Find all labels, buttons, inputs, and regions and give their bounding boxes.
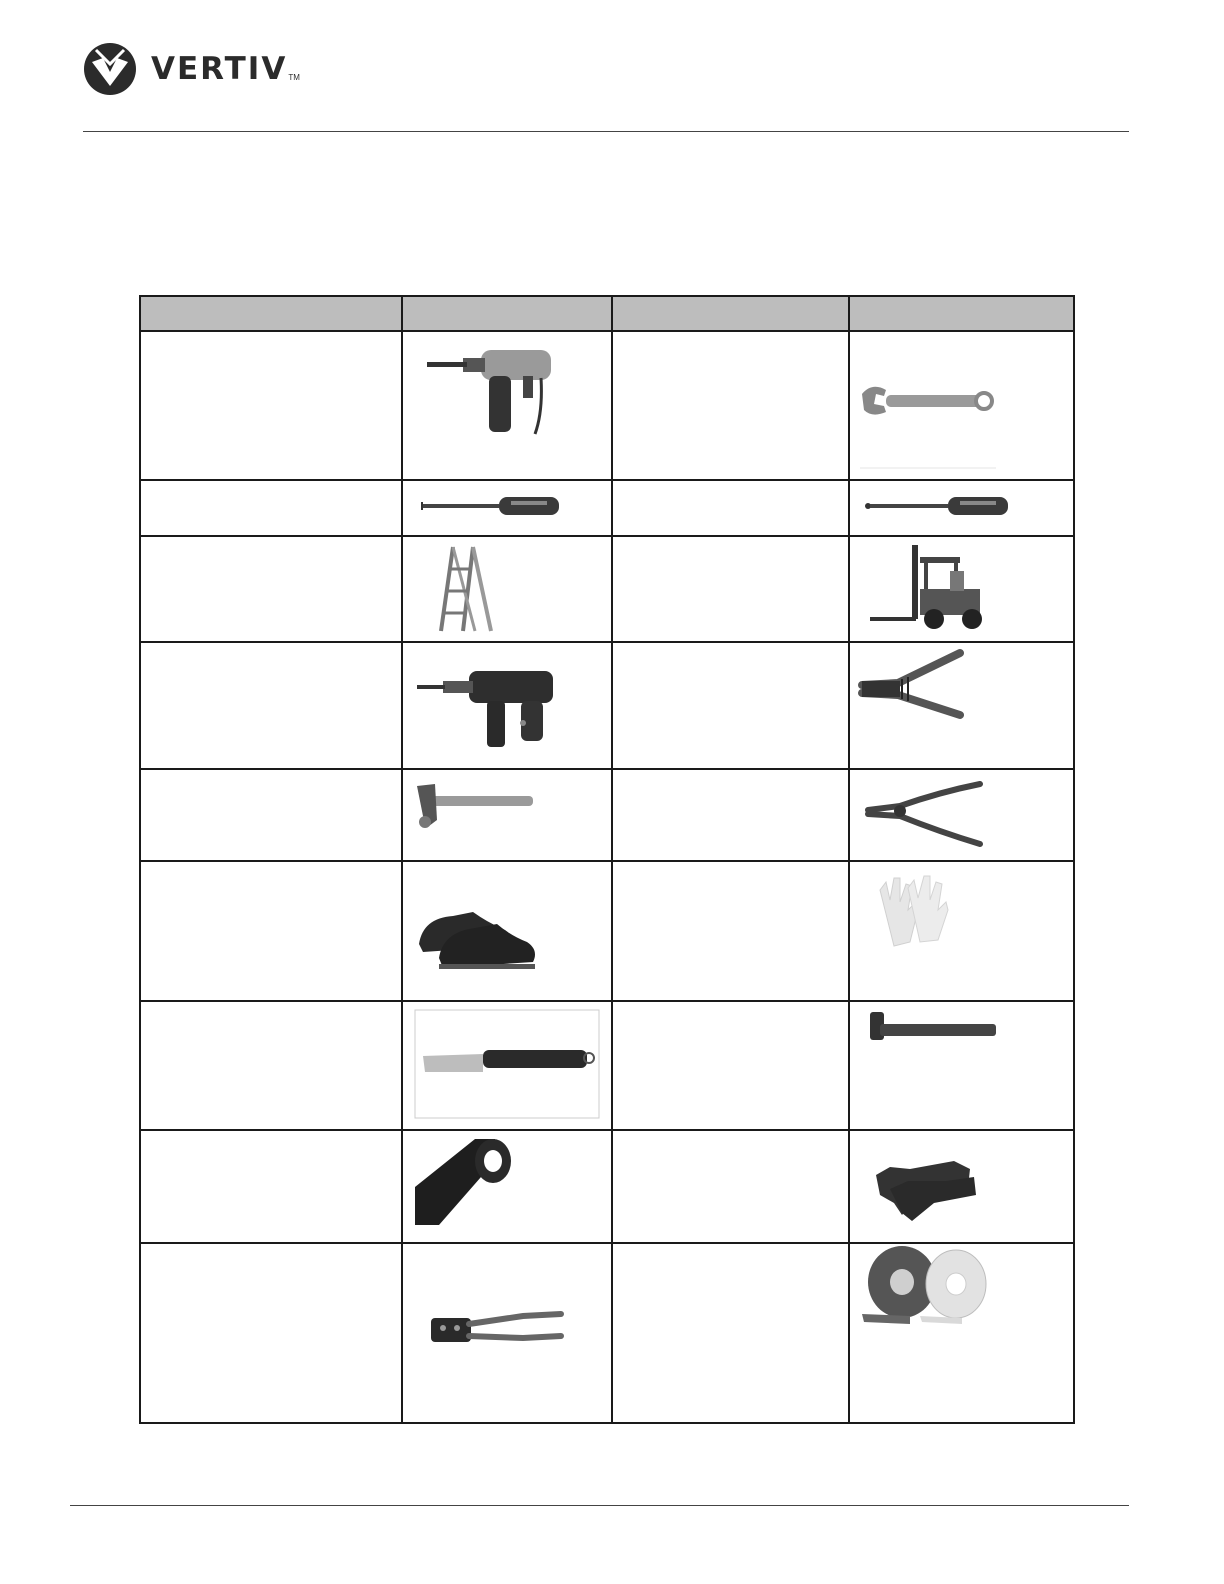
tool-image-cell [849, 1130, 1074, 1243]
tool-name-cell [140, 1001, 402, 1130]
tool-image-cell [402, 769, 612, 861]
table-row [140, 1001, 1074, 1130]
cotton-gloves-icon [850, 862, 1071, 995]
tool-name-cell [612, 536, 849, 642]
tool-image-cell [402, 1243, 612, 1423]
vertiv-logo [83, 42, 300, 96]
crimping-tool-icon [403, 1244, 609, 1417]
tool-name-cell [140, 1243, 402, 1423]
tool-image-cell [849, 331, 1074, 480]
tool-name-cell [140, 1130, 402, 1243]
table-row [140, 1243, 1074, 1423]
table-row [140, 769, 1074, 861]
table-row [140, 642, 1074, 769]
footer-divider [70, 1505, 1129, 1506]
phillips-screwdriver-icon [850, 481, 1071, 530]
flat-screwdriver-icon [403, 481, 609, 530]
tool-name-cell [612, 480, 849, 536]
tool-image-cell [402, 1130, 612, 1243]
tool-image-cell [402, 331, 612, 480]
tool-name-cell [140, 861, 402, 1001]
table-row [140, 331, 1074, 480]
tool-image-cell [849, 769, 1074, 861]
tool-image-cell [849, 480, 1074, 536]
table-row [140, 1130, 1074, 1243]
diagonal-pliers-icon [850, 770, 1071, 855]
heat-shrink-tape-icon [850, 1244, 1071, 1417]
hammer-drill-icon [403, 643, 609, 763]
claw-hammer-icon [403, 770, 609, 855]
header-divider [83, 131, 1129, 132]
header-cell [140, 296, 402, 331]
tool-name-cell [612, 861, 849, 1001]
safety-shoes-icon [403, 862, 609, 995]
tool-name-cell [140, 331, 402, 480]
cable-tie-icon [850, 1002, 1071, 1124]
tool-name-cell [612, 331, 849, 480]
tool-name-cell [140, 480, 402, 536]
table-row [140, 861, 1074, 1001]
tools-table [139, 295, 1075, 1424]
tool-image-cell [849, 1001, 1074, 1130]
electrician-knife-icon [403, 1002, 609, 1124]
tool-image-cell [849, 861, 1074, 1001]
brand-name: VERTIV [151, 51, 288, 87]
table-row [140, 480, 1074, 536]
header-cell [849, 296, 1074, 331]
insulating-tape-icon [403, 1131, 609, 1237]
forklift-icon [850, 537, 1071, 636]
tool-image-cell [402, 480, 612, 536]
tool-image-cell [402, 861, 612, 1001]
table-row [140, 536, 1074, 642]
tool-name-cell [612, 1001, 849, 1130]
header-cell [612, 296, 849, 331]
wire-stripper-icon [850, 643, 1071, 763]
adjustable-wrench-icon [850, 332, 1071, 474]
brand-trademark: TM [288, 73, 300, 82]
tool-image-cell [402, 642, 612, 769]
tool-image-cell [849, 642, 1074, 769]
electric-drill-icon [403, 332, 609, 474]
insulating-gloves-icon [850, 1131, 1071, 1237]
tool-name-cell [612, 1243, 849, 1423]
header-cell [402, 296, 612, 331]
table-header-row [140, 296, 1074, 331]
tool-image-cell [402, 536, 612, 642]
tool-image-cell [849, 1243, 1074, 1423]
tool-name-cell [612, 1130, 849, 1243]
tool-name-cell [140, 769, 402, 861]
tool-name-cell [140, 536, 402, 642]
tool-name-cell [612, 642, 849, 769]
tool-image-cell [849, 536, 1074, 642]
vertiv-logo-mark-icon [83, 42, 137, 96]
tool-name-cell [140, 642, 402, 769]
tool-image-cell [402, 1001, 612, 1130]
tool-name-cell [612, 769, 849, 861]
step-ladder-icon [403, 537, 609, 636]
